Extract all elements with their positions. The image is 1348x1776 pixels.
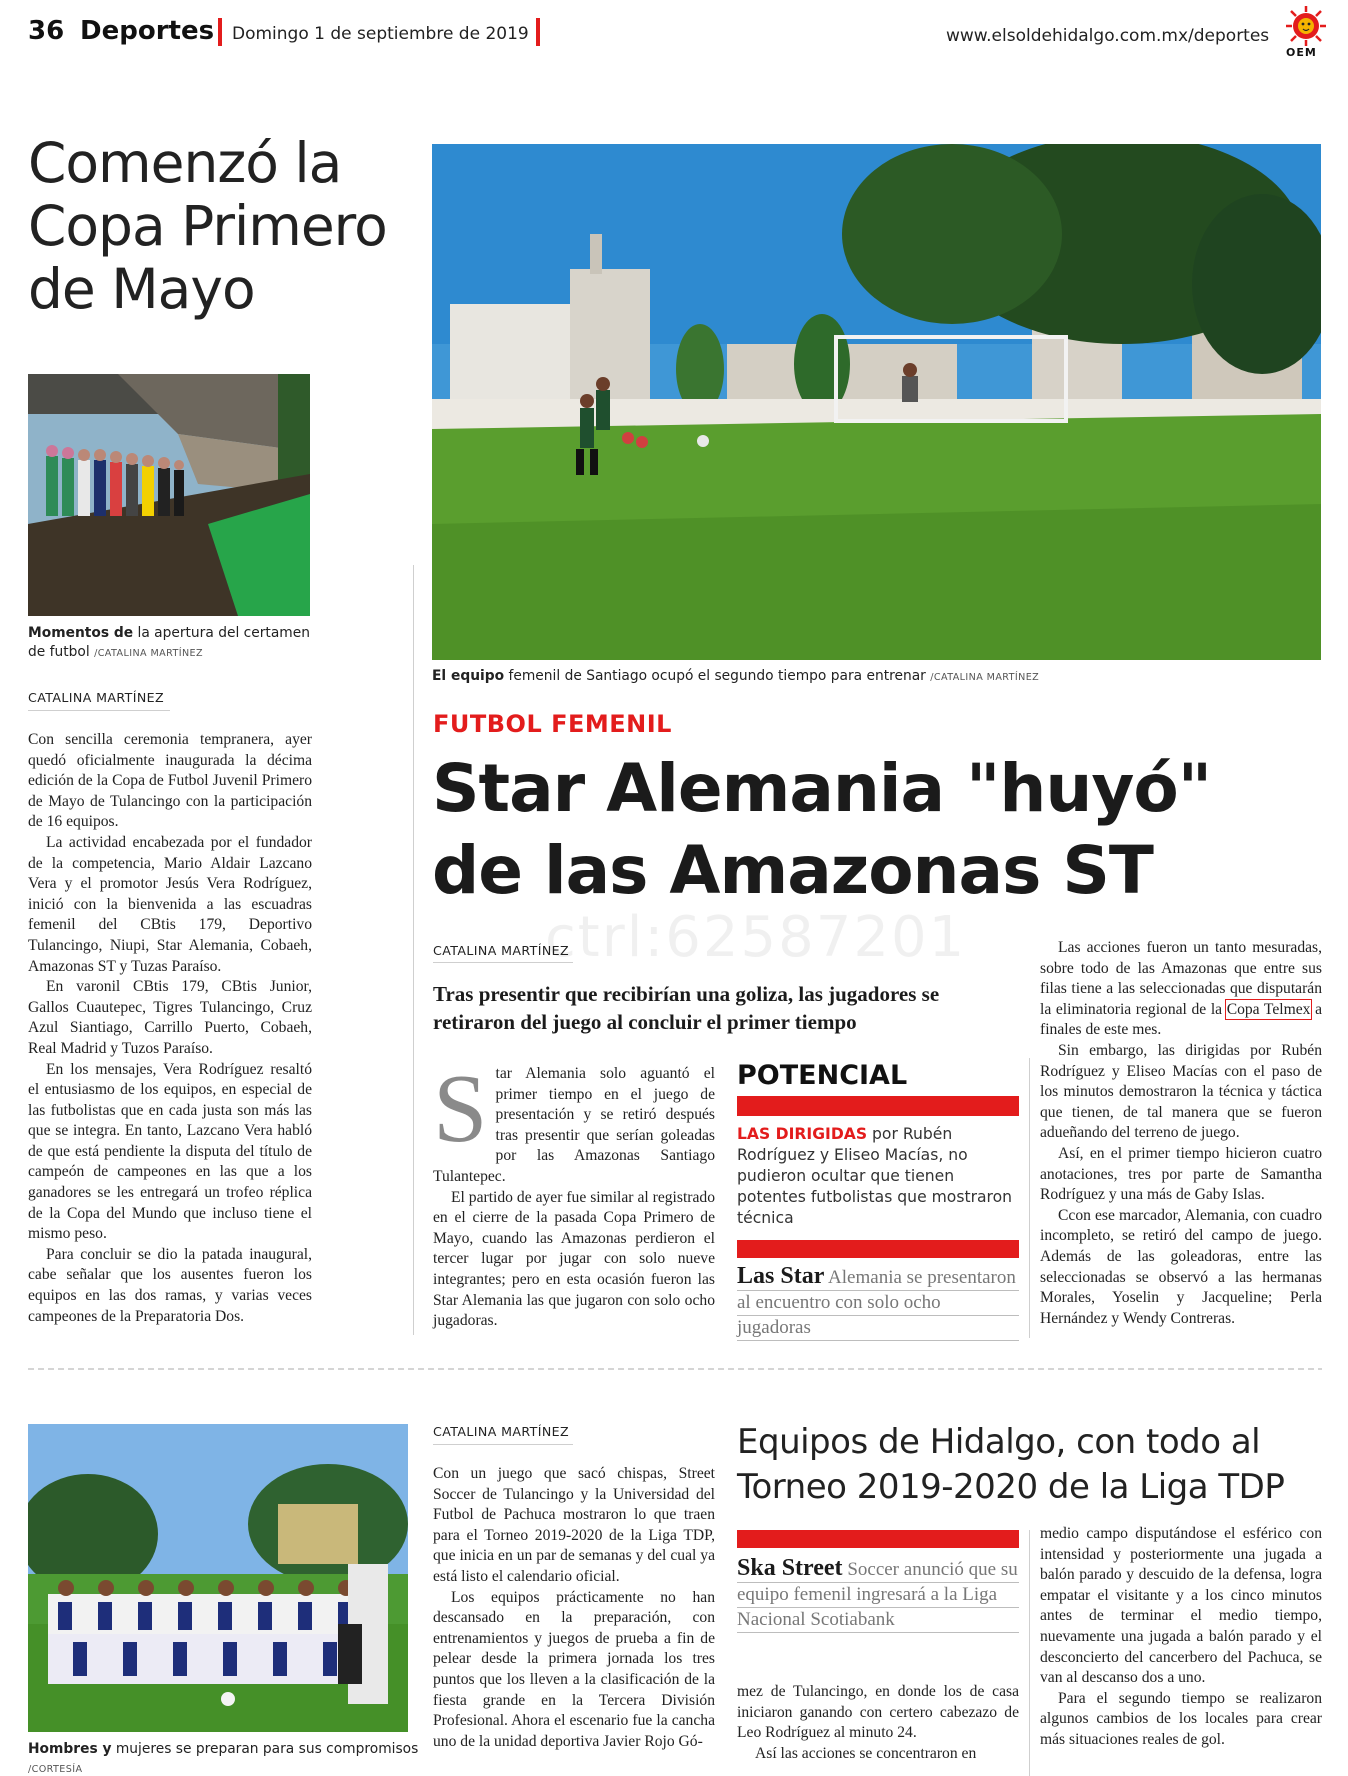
- paragraph: En los mensajes, Vera Rodríguez resaltó el entusiasmo de los equipos, en especial de las futbolistas que en cada justa son más las que se integra. En tanto, Lazcano Vera habló de que está pendiente la disputa del título de campeón de campeones en las que a los ganadores se les entregará un trofeo réplica de la Copa del Mundo que incluso tiene el mismo peso.: [28, 1060, 312, 1243]
- paragraph: Para concluir se dio la patada inaugural, cabe señalar que los ausentes fueron los equipos en las dos ramas, y varias veces campeones de la Preparatoria Dos.: [28, 1245, 312, 1325]
- paragraph: medio campo disputándose el esférico con intensidad y posteriormente una jugada a balón parado y descuido de la defensa, logra empatar el visitante y a los cinco minutos antes de terminar el medio tiempo, nuevamente una jugada a balón parado y el desconcierto del cancerbero del Pachuca, se van al descanso dos a uno.: [1040, 1525, 1322, 1687]
- caption-lead: Momentos de: [28, 625, 134, 641]
- paragraph: Así, en el primer tiempo hicieron cuatro anotaciones, tres por parte de Samantha Rodríguez y una más de Gaby Islas.: [1040, 1144, 1322, 1204]
- byline-rule: [28, 710, 170, 711]
- story3-column-2: [737, 1682, 1019, 1776]
- story3-pullquote: [737, 1556, 1019, 1632]
- paragraph: Sin embargo, las dirigidas por Rubén Rodríguez y Eliseo Macías con el paso de los minutos demostraron la técnica y táctica que tienen, de tal manera que se fueron adueñando del terreno de juego.: [1040, 1041, 1322, 1142]
- paragraph: Con un juego que sacó chispas, Street Soccer de Tulancingo y la Universidad del Futbol de Pachuca mostraron lo que traen para el Torneo 2019-2020 de la Liga TDP, que inicia en un par de semanas y del cual ya está listo el calendario oficial.: [433, 1465, 715, 1585]
- story3-headline: Equipos de Hidalgo, con todo al Torneo 2019-2020 de la Liga TDP: [737, 1422, 1285, 1507]
- caption-text: mujeres se preparan para sus compromisos: [111, 1741, 419, 1757]
- pullquote-text: Soccer anunció que su equipo femenil ingresará a la Liga Nacional Scotiabank: [737, 1559, 1018, 1630]
- paragraph: En varonil CBtis 179, CBtis Junior, Gallos Cuautepec, Tigres Tulancingo, Cruz Azul Siantiago, Carrillo Puerto, Cobaeh, Real Madrid y Tuzos Paraíso.: [28, 978, 312, 1057]
- pullquote-rule: [737, 1315, 1019, 1316]
- box-body: por Rubén Rodríguez y Eliseo Macías, no pudieron ocultar que tienen potentes futbolistas que mostraron técnica: [737, 1125, 1013, 1227]
- story2-pullquote: [737, 1264, 1019, 1340]
- paragraph-text: a finales de este mes.: [1040, 1000, 1322, 1039]
- paragraph: [1040, 938, 1322, 1041]
- caption-lead: Hombres y: [28, 1741, 112, 1757]
- box-title-bar: [737, 1096, 1019, 1116]
- story1-byline: CATALINA MARTÍNEZ: [28, 690, 165, 705]
- copa-telmex-highlight: Copa Telmex: [1226, 1000, 1311, 1018]
- story2-column-1: [433, 1055, 715, 1332]
- pullquote-rule: [737, 1607, 1019, 1608]
- pullquote-rule: [737, 1582, 1019, 1583]
- caption-text: la apertura del certamen de futbol: [28, 625, 310, 660]
- paragraph: Ccon ese marcador, Alemania, con cuadro incompleto, se retiró del campo de juego. Además de las goleadoras, entre las seleccionadas se observó a las hermanas Morales, Yoselin y Jacqueline; Perla Hernández y Wendy Contreras.: [1040, 1206, 1322, 1327]
- header-divider: [218, 18, 222, 46]
- pullquote-lead: Ska Street: [737, 1555, 843, 1581]
- pullquote-text: Alemania se presentaron al encuentro con solo ocho jugadoras: [737, 1267, 1016, 1338]
- photo-credit: /CORTESÍA: [28, 1764, 83, 1775]
- story3-photo: [28, 1424, 408, 1732]
- story2-headline: [432, 748, 1332, 912]
- story1-headline: Comenzó la Copa Primero de Mayo: [28, 131, 387, 321]
- section-url[interactable]: www.elsoldehidalgo.com.mx/deportes: [946, 26, 1270, 46]
- box-title: POTENCIAL: [737, 1060, 908, 1091]
- story2-column-3: [1040, 938, 1322, 1329]
- column-rule: [413, 565, 414, 1335]
- headline-line: Star Alemania "huyó": [432, 750, 1212, 827]
- story2-photo: [432, 144, 1321, 660]
- pullquote-bar: [737, 1530, 1019, 1548]
- story3-column-1: [433, 1464, 715, 1776]
- paragraph-text: Las acciones fueron un tanto mesuradas, sobre todo de las Amazonas que entre sus filas tiene a las seleccionadas que disputarán la eliminatoria regional de la: [1040, 939, 1322, 1018]
- section-name: Deportes: [80, 16, 215, 46]
- box-text: [737, 1124, 1019, 1229]
- story1-photo-caption: [28, 624, 318, 663]
- column-rule: [1029, 1058, 1030, 1338]
- oem-logo: [1280, 4, 1332, 60]
- paragraph: La actividad encabezada por el fundador de la competencia, Mario Aldair Lazcano Vera y el promotor Jesús Vera Rodríguez, inició con la bienvenida a las escuadras femenil del CBtis 179, Deportivo Tulancingo, Niupi, Star Alemania, Cobaeh, Amazonas ST y Tuzas Paraíso.: [28, 833, 312, 975]
- caption-lead: El equipo: [432, 668, 505, 684]
- pullquote-rule: [737, 1290, 1019, 1291]
- box-lead: LAS DIRIGIDAS: [737, 1125, 868, 1143]
- section-separator: [28, 1368, 1322, 1370]
- story1-photo: [28, 374, 310, 616]
- byline-rule: [433, 1444, 573, 1445]
- paragraph: Para el segundo tiempo se realizaron algunos cambios de los locales para crear más situaciones reales de gol.: [1040, 1689, 1322, 1748]
- photo-credit: /CATALINA MARTÍNEZ: [930, 672, 1040, 683]
- caption-text: femenil de Santiago ocupó el segundo tiempo para entrenar: [504, 668, 926, 684]
- pullquote-bar: [737, 1240, 1019, 1258]
- story1-body: [28, 730, 312, 1327]
- header-divider: [536, 18, 540, 46]
- oem-logo-text: OEM: [1286, 46, 1317, 59]
- paragraph: Los equipos prácticamente no han descansado en la preparación, con entrenamientos y juegos de prueba a fin de pelear desde la primera jornada los tres puntos que los lleven a la clasificación de la fiesta grande en la Tercera División Profesional. Ahora el escenario fue la cancha uno de la unidad deportiva Javier Rojo Gó-: [433, 1588, 715, 1750]
- issue-date: Domingo 1 de septiembre de 2019: [232, 24, 529, 44]
- pullquote-rule: [737, 1340, 1019, 1341]
- paragraph: Con sencilla ceremonia tempranera, ayer quedó oficialmente inaugurada la décima edición de la Copa de Futbol Juvenil Primero de Mayo de Tulancingo con la participación de 16 equipos.: [28, 731, 312, 831]
- story2-byline: CATALINA MARTÍNEZ: [433, 943, 570, 958]
- byline-rule: [433, 962, 573, 963]
- story2-photo-caption: [432, 667, 1332, 687]
- pullquote-lead: Las Star: [737, 1263, 825, 1289]
- story2-kicker: FUTBOL FEMENIL: [433, 710, 672, 738]
- watermark: ctrl:62587201: [545, 905, 967, 970]
- paragraph: El partido de ayer fue similar al registrado en el cierre de la pasada Copa Primero de Mayo, cuando las Amazonas perdieron el tercer lugar por jugar con solo nueve integrantes; pero en esta ocasión fueron las Star Alemania las que jugaron con solo ocho jugadoras.: [433, 1188, 715, 1330]
- potencial-box: [737, 1060, 1019, 1229]
- story3-column-3: [1040, 1524, 1322, 1776]
- column-rule: [1029, 1530, 1030, 1776]
- story3-photo-caption: [28, 1740, 423, 1776]
- photo-credit: /CATALINA MARTÍNEZ: [94, 648, 203, 659]
- paragraph: tar Alemania solo aguantó el primer tiempo en el juego de presentación y se retiró después tras presentir que serían goleadas por las Amazonas Santiago Tulantepec.: [433, 1065, 715, 1185]
- paragraph: Así las acciones se concentraron en: [755, 1744, 977, 1762]
- page-header: [0, 0, 1348, 60]
- drop-cap: S: [433, 1055, 488, 1163]
- story3-byline: CATALINA MARTÍNEZ: [433, 1424, 570, 1439]
- page-number: 36: [28, 16, 65, 46]
- pullquote-rule: [737, 1632, 1019, 1633]
- headline-line: de las Amazonas ST: [432, 832, 1153, 909]
- paragraph: mez de Tulancingo, en donde los de casa iniciaron ganando con certero cabezazo de Leo Rodríguez al minuto 24.: [737, 1683, 1019, 1742]
- story2-deck: Tras presentir que recibirían una goliza, las jugadores se retiraron del juego al concluir el primer tiempo: [433, 982, 940, 1034]
